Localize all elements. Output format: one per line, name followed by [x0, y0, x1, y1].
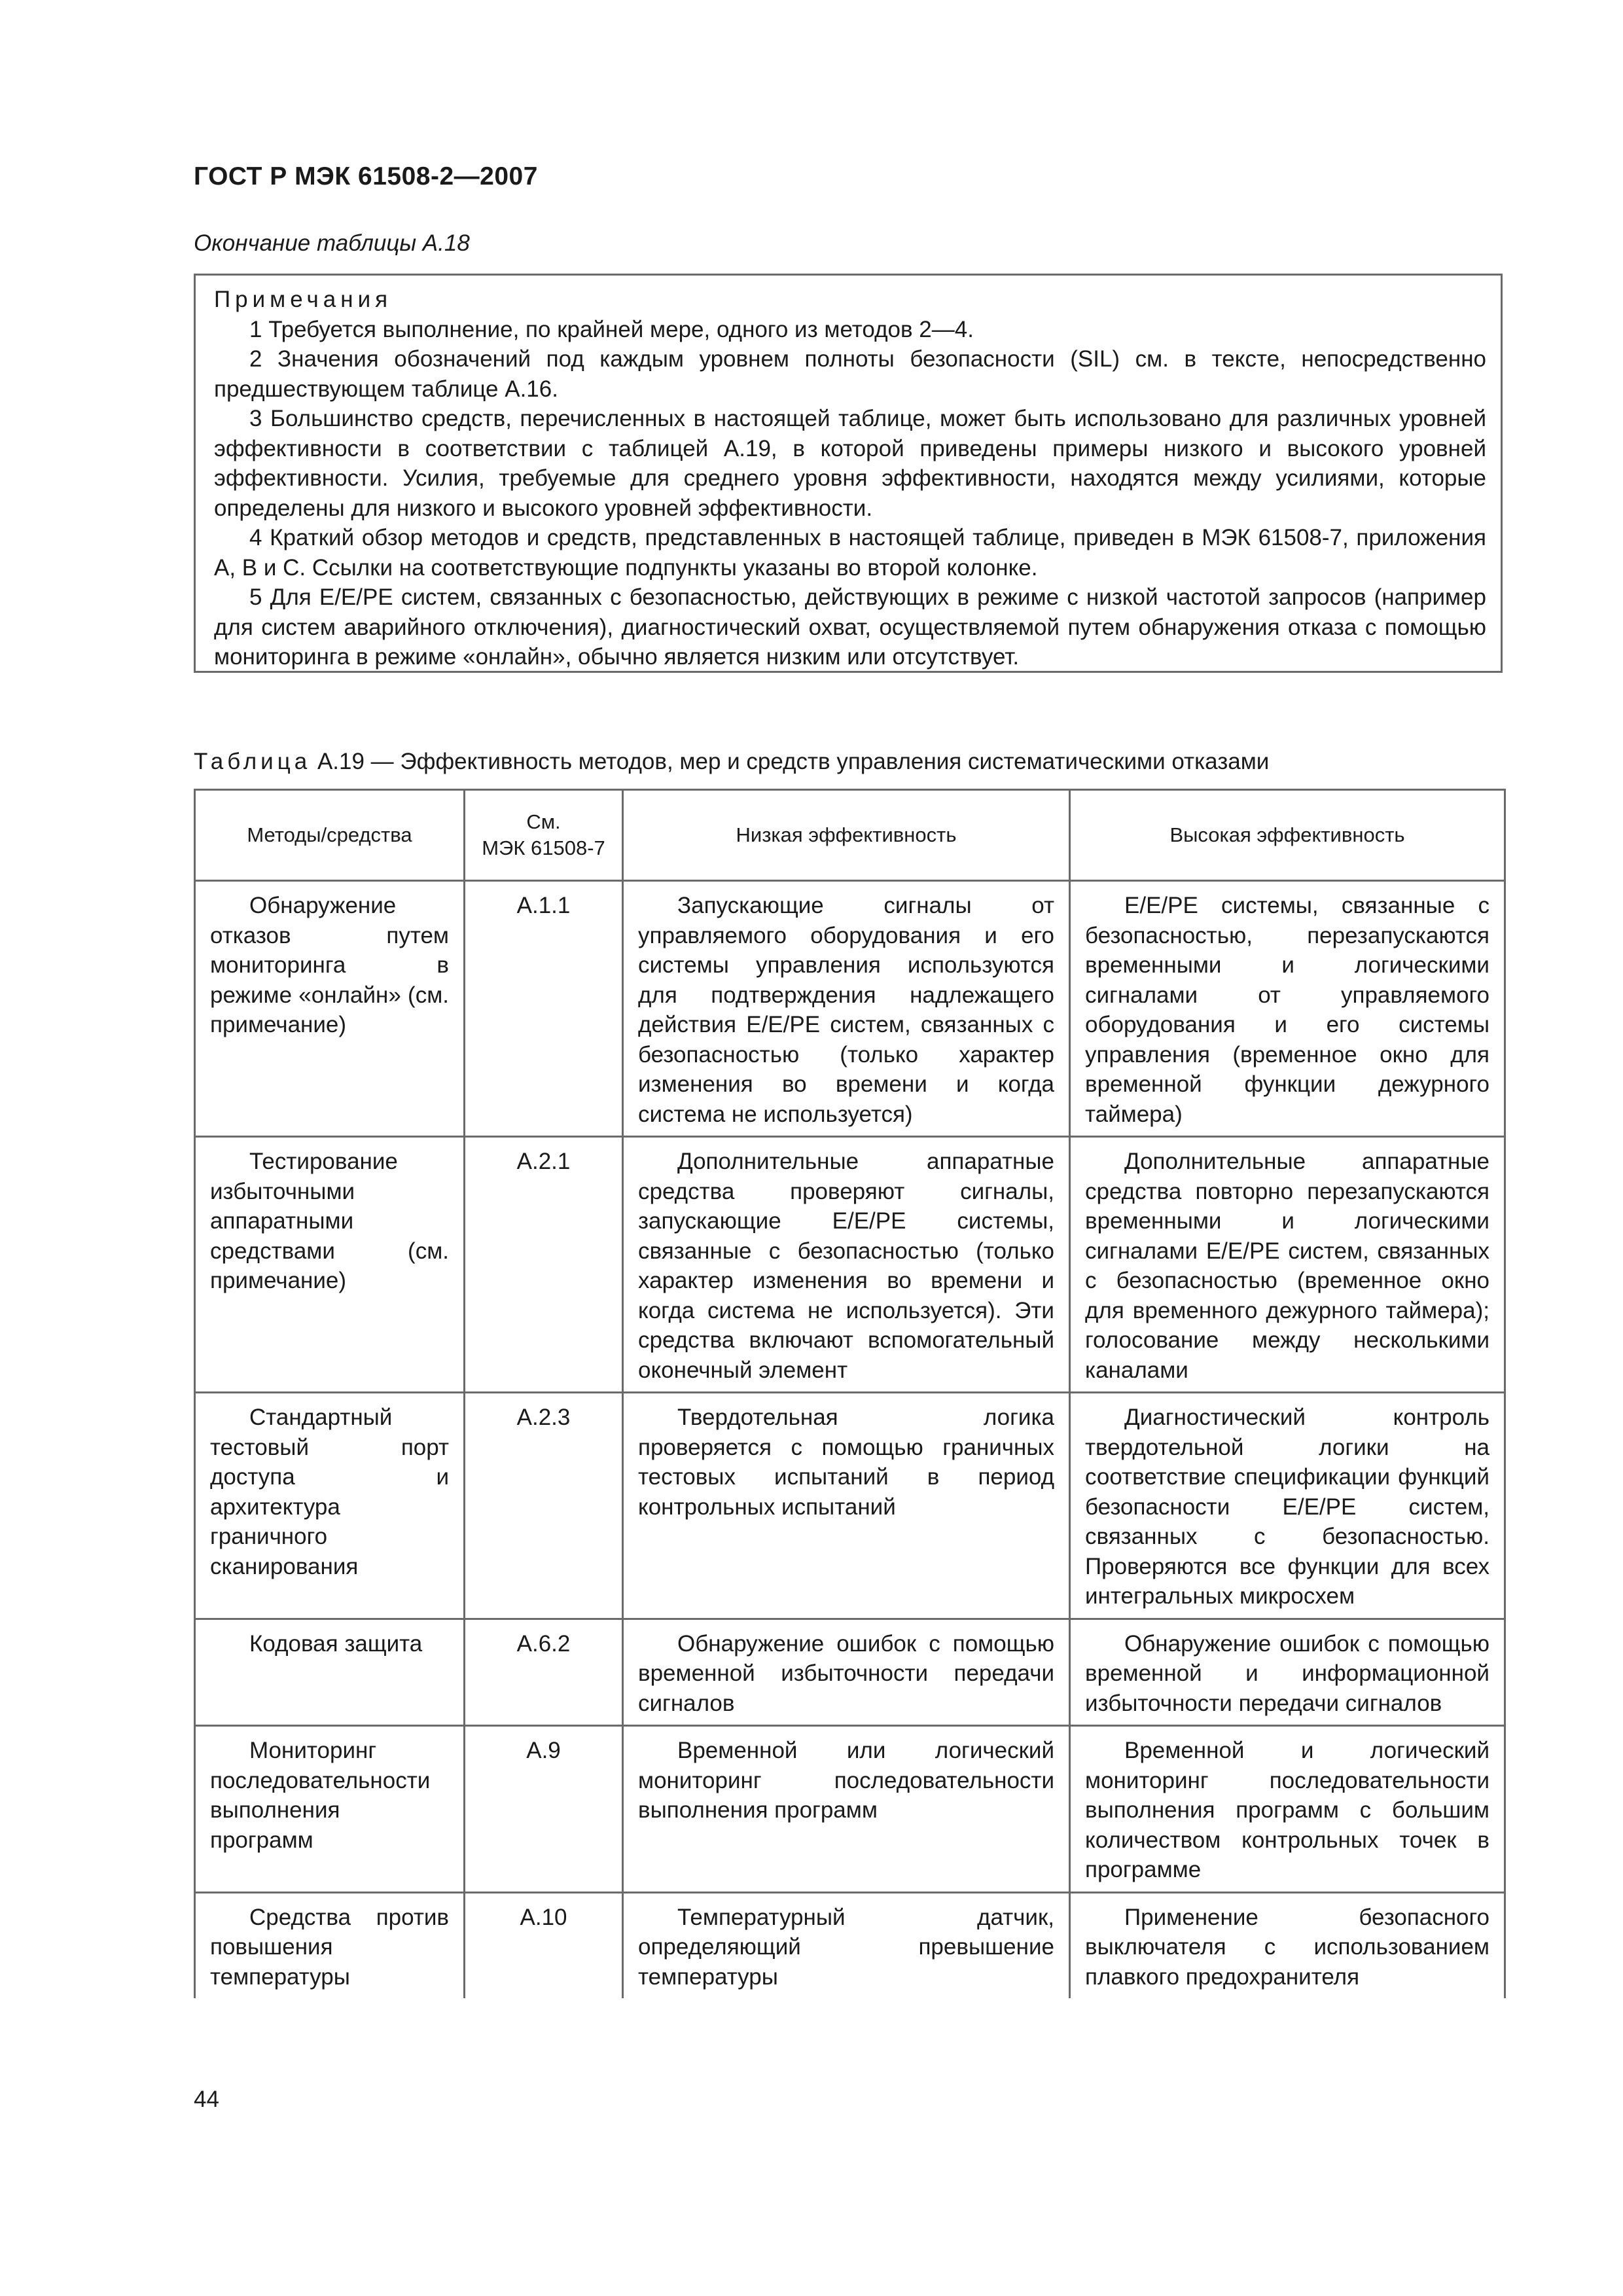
cell-method: [195, 881, 465, 1137]
header-ref-line2: МЭК 61508-7: [482, 836, 605, 859]
cell-method: [195, 1137, 465, 1393]
table-title-prefix: Таблица: [194, 749, 312, 774]
cell-low-text: Временной или логический мониторинг последовательности выполнения программ: [638, 1738, 1054, 1823]
cell-low: [623, 1393, 1070, 1619]
cell-high: [1070, 1619, 1505, 1726]
cell-high-text: Обнаружение ошибок с помощью временной и информационной избыточности передачи сигналов: [1085, 1630, 1489, 1716]
cell-low-text: Запускающие сигналы от управляемого оборудования и его системы управления используются для подтверждения надлежащего действия Е/Е/РЕ систем, связанных с безопасностью (только характер изменения во времени и когда система не используется): [638, 893, 1054, 1127]
table-row: [195, 1137, 1505, 1393]
note-item: 5 Для Е/Е/РЕ систем, связанных с безопасностью, действующих в режиме с низкой частотой запросов (например для систем аварийного отключения), диагностический охват, осуществляемой путем обнаружения отказа с помощью мониторинга в режиме «онлайн», обычно является низким или отсутствует.: [214, 584, 1486, 670]
cell-high: [1070, 1726, 1505, 1893]
cell-low-text: Температурный датчик, определяющий превышение температуры: [638, 1904, 1054, 1990]
cell-high: [1070, 1892, 1505, 1998]
cell-ref: А.2.1: [465, 1137, 623, 1393]
cell-high: [1070, 1393, 1505, 1619]
cell-low: [623, 1137, 1070, 1393]
page-number: 44: [194, 2087, 219, 2112]
cell-method: [195, 1892, 465, 1998]
notes-box: [194, 274, 1503, 673]
table-row: [195, 881, 1505, 1137]
table-row: [195, 1726, 1505, 1893]
notes-title: Примечания: [214, 287, 393, 312]
header-high: Высокая эффективность: [1070, 790, 1505, 881]
table-header-row: [195, 790, 1505, 881]
header-low: Низкая эффективность: [623, 790, 1070, 881]
cell-low-text: Дополнительные аппаратные средства проверяют сигналы, запускающие Е/Е/РЕ системы, связанные с безопасностью (только характер изменения во времени и когда система не используется). Эти средства включают вспомогательный оконечный элемент: [638, 1149, 1054, 1383]
header-ref-line1: См.: [526, 810, 561, 833]
note-item: 4 Краткий обзор методов и средств, представленных в настоящей таблице, приведен в МЭК 61508-7, приложения А, В и С. Ссылки на соответствующие подпункты указаны во второй колонке.: [214, 525, 1486, 581]
cell-method: [195, 1393, 465, 1619]
cell-low-text: Твердотельная логика проверяется с помощью граничных тестовых испытаний в период контрольных испытаний: [638, 1405, 1054, 1520]
effectiveness-table: [194, 789, 1506, 1998]
cell-high: [1070, 881, 1505, 1137]
cell-low: [623, 881, 1070, 1137]
cell-method-text: Тестирование избыточными аппаратными средствами (см. примечание): [210, 1149, 449, 1293]
cell-ref: А.9: [465, 1726, 623, 1893]
cell-method-text: Обнаружение отказов путем мониторинга в режиме «онлайн» (см. примечание): [210, 893, 449, 1037]
cell-method-text: Стандартный тестовый порт доступа и архитектура граничного сканирования: [210, 1405, 449, 1579]
cell-high-text: Диагностический контроль твердотельной логики на соответствие спецификации функций безопасности Е/Е/РЕ систем, связанных с безопасностью. Проверяются все функции для всех интегральных микросхем: [1085, 1405, 1489, 1609]
note-item: 3 Большинство средств, перечисленных в настоящей таблице, может быть использовано для различных уровней эффективности в соответствии с таблицей А.19, в которой приведены примеры низкого и высокого уровней эффективности. Усилия, требуемые для среднего уровня эффективности, находятся между усилиями, которые определены для низкого и высокого уровней эффективности.: [214, 406, 1486, 521]
cell-method-text: Мониторинг последовательности выполнения программ: [210, 1738, 431, 1853]
cell-ref: А.10: [465, 1892, 623, 1998]
note-item: 1 Требуется выполнение, по крайней мере, одного из методов 2—4.: [249, 316, 974, 342]
cell-high: [1070, 1137, 1505, 1393]
table-row: [195, 1619, 1505, 1726]
cell-low: [623, 1726, 1070, 1893]
table-row: [195, 1393, 1505, 1619]
cell-ref: А.1.1: [465, 881, 623, 1137]
cell-method: [195, 1619, 465, 1726]
cell-low-text: Обнаружение ошибок с помощью временной избыточности передачи сигналов: [638, 1630, 1054, 1716]
cell-method-text: Кодовая защита: [249, 1630, 423, 1657]
table-row: [195, 1892, 1505, 1998]
cell-method: [195, 1726, 465, 1893]
table-title-text: А.19 — Эффективность методов, мер и средств управления систематическими отказами: [311, 749, 1270, 774]
cell-high-text: Временной и логический мониторинг последовательности выполнения программ с большим количеством контрольных точек в программе: [1085, 1738, 1489, 1882]
cell-high-text: Применение безопасного выключателя с использованием плавкого предохранителя: [1085, 1904, 1489, 1990]
header-ref: [465, 790, 623, 881]
cell-high-text: Е/Е/РЕ системы, связанные с безопасностью, перезапускаются временными и логическими сигналами от управляемого оборудования и его системы управления (временное окно для временной функции дежурного таймера): [1085, 893, 1489, 1127]
cell-high-text: Дополнительные аппаратные средства повторно перезапускаются временными и логическими сигналами Е/Е/РЕ систем, связанных с безопасностью (временное окно для временного дежурного таймера); голосование между несколькими каналами: [1085, 1149, 1489, 1383]
note-item: 2 Значения обозначений под каждым уровнем полноты безопасности (SIL) см. в тексте, непосредственно предшествующем таблице А.16.: [214, 346, 1486, 402]
table-title: [194, 749, 1269, 775]
cell-method-text: Средства против повышения температуры: [210, 1904, 449, 1990]
cell-ref: А.6.2: [465, 1619, 623, 1726]
document-header: ГОСТ Р МЭК 61508-2—2007: [194, 162, 538, 190]
cell-ref: А.2.3: [465, 1393, 623, 1619]
cell-low: [623, 1619, 1070, 1726]
header-method: Методы/средства: [195, 790, 465, 881]
cell-low: [623, 1892, 1070, 1998]
table-continuation-caption: Окончание таблицы А.18: [194, 230, 470, 256]
